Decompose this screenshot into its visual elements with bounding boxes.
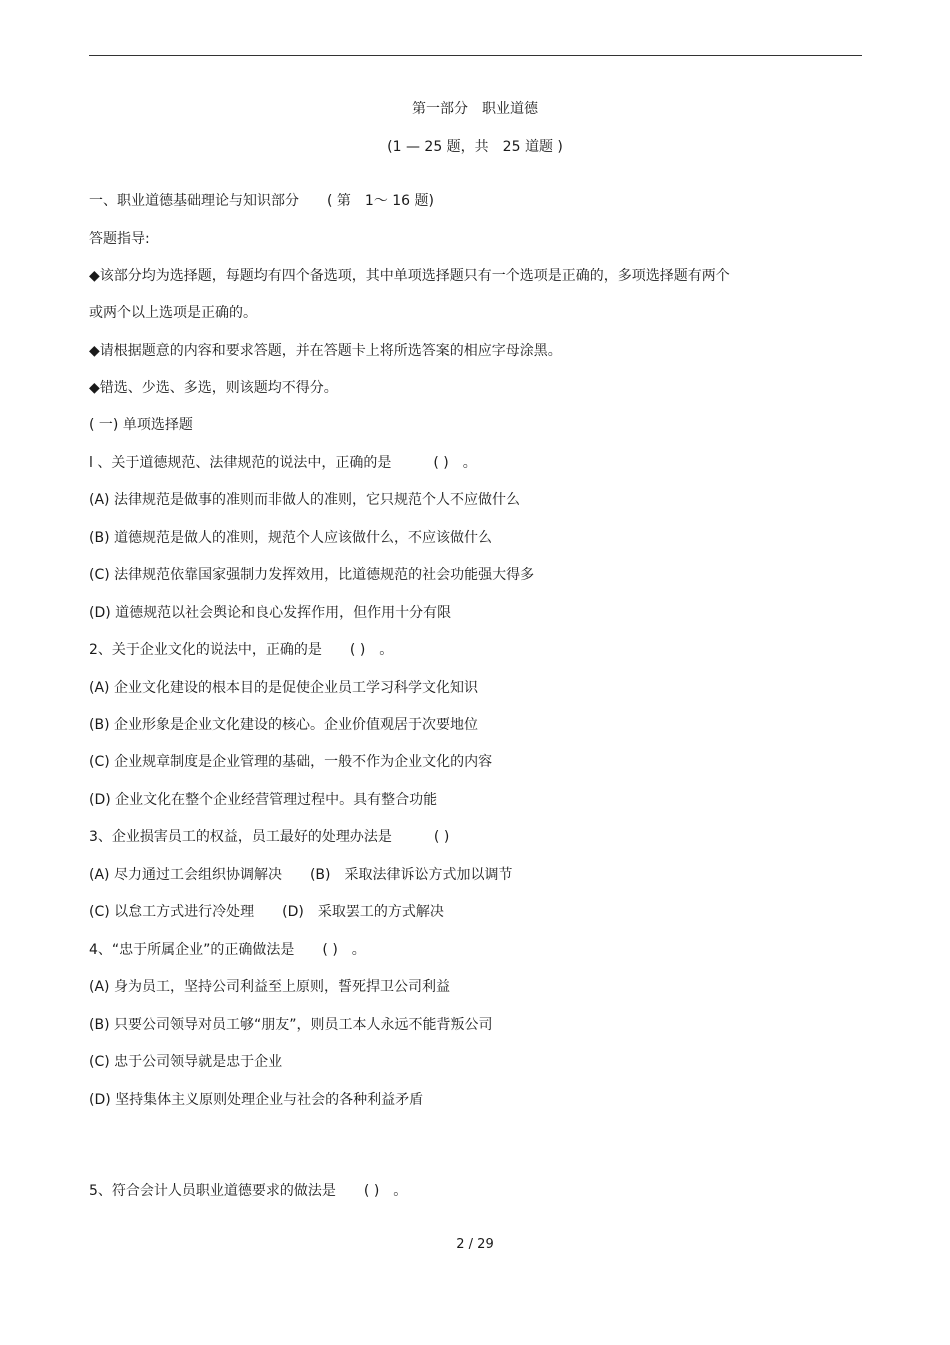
question-option: (B) 道德规范是做人的准则，规范个人应该做什么，不应该做什么 [89,530,492,546]
section-heading: 一、职业道德基础理论与知识部分 ( 第 1～ 16 题) [89,193,434,209]
question-option: (D) 坚持集体主义原则处理企业与社会的各种利益矛盾 [89,1092,424,1108]
question-option: (C) 企业规章制度是企业管理的基础，一般不作为企业文化的内容 [89,754,493,770]
question-option: (D) 企业文化在整个企业经营管理过程中。具有整合功能 [89,792,438,808]
question-option: (C) 法律规范依靠国家强制力发挥效用，比道德规范的社会功能强大得多 [89,567,535,583]
subsection-title: ( 一) 单项选择题 [89,417,193,433]
question-option: (A) 身为员工，坚持公司利益至上原则，誓死捍卫公司利益 [89,979,450,995]
page-number: 2 / 29 [456,1237,494,1252]
question-option: (C) 忠于公司领导就是忠于企业 [89,1054,283,1070]
question-option: (B) 只要公司领导对员工够“朋友”，则员工本人永远不能背叛公司 [89,1017,493,1033]
guide-item: ◆错选、少选、多选，则该题均不得分。 [89,380,338,396]
question-option: (A) 企业文化建设的根本目的是促使企业员工学习科学文化知识 [89,680,478,696]
guide-label: 答题指导: [89,231,150,247]
question-option: (A) 尽力通过工会组织协调解决 (B) 采取法律诉讼方式加以调节 [89,867,513,883]
guide-item: 或两个以上选项是正确的。 [89,305,257,321]
guide-item: ◆请根据题意的内容和要求答题，并在答题卡上将所选答案的相应字母涂黑。 [89,343,562,359]
part-range: (1 — 25 题，共 25 道题 ) [387,139,563,155]
question-option: (A) 法律规范是做事的准则而非做人的准则，它只规范个人不应做什么 [89,492,520,508]
question-option: (D) 道德规范以社会舆论和良心发挥作用，但作用十分有限 [89,605,452,621]
question-stem: l 、关于道德规范、法律规范的说法中，正确的是 ( ) 。 [89,455,477,471]
question-stem: 4、“忠于所属企业”的正确做法是 ( ) 。 [89,942,366,958]
question-option: (C) 以怠工方式进行冷处理 (D) 采取罢工的方式解决 [89,904,444,920]
question-stem: 5、符合会计人员职业道德要求的做法是 ( ) 。 [89,1183,408,1199]
question-stem: 3、企业损害员工的权益，员工最好的处理办法是 ( ) [89,829,450,845]
question-stem: 2、关于企业文化的说法中，正确的是 ( ) 。 [89,642,394,658]
part-title: 第一部分 职业道德 [412,101,538,117]
guide-item: ◆该部分均为选择题，每题均有四个备选项，其中单项选择题只有一个选项是正确的，多项选择题有两个 [89,268,730,284]
header-rule [89,55,862,56]
question-option: (B) 企业形象是企业文化建设的核心。企业价值观居于次要地位 [89,717,478,733]
